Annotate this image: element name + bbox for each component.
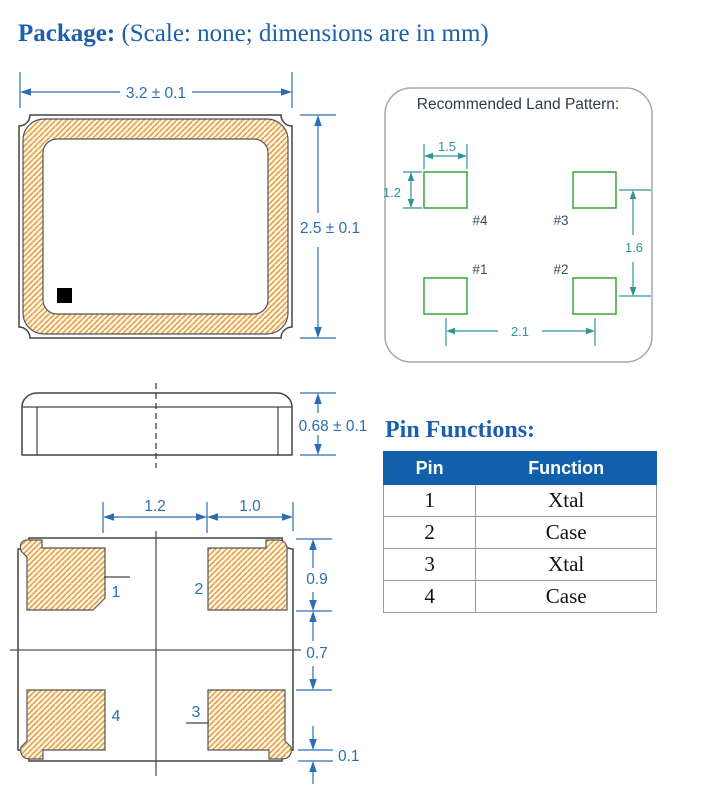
table-header-function: Function	[476, 452, 657, 485]
function-cell: Case	[476, 517, 657, 549]
pin-cell: 4	[384, 581, 476, 613]
top-view-height-dimension	[300, 115, 360, 338]
pin1-marker	[57, 288, 72, 303]
pin-functions-section	[383, 417, 659, 613]
table-row	[384, 549, 657, 581]
pin-4-label: 4	[111, 708, 121, 725]
land-pad-2-label: #2	[553, 262, 569, 277]
top-view-height-label: 2.5 ± 0.1	[299, 220, 361, 237]
side-view-body	[22, 393, 292, 455]
land-pad-1	[424, 278, 467, 314]
land-dim-row-pitch-label: 1.6	[624, 240, 644, 255]
top-view-width-dimension	[20, 72, 292, 108]
bottom-dim-bottom-margin: 0.1	[338, 748, 360, 765]
function-cell: Xtal	[476, 549, 657, 581]
bottom-view	[10, 498, 360, 784]
land-dim-col-pitch-label: 2.1	[510, 324, 530, 339]
top-view-width-label: 3.2 ± 0.1	[125, 85, 187, 102]
land-pad-1-label: #1	[472, 262, 488, 277]
side-view-thickness-dimension	[299, 393, 368, 455]
table-header-row	[384, 452, 657, 485]
pin-functions-title: Pin Functions:	[385, 417, 536, 443]
land-pad-3-label: #3	[553, 213, 569, 228]
table-row	[384, 517, 657, 549]
bottom-dim-pad-to-pad: 1.2	[144, 498, 166, 515]
bottom-view-top-dimensions	[103, 498, 293, 533]
function-cell: Xtal	[476, 485, 657, 517]
bottom-pad-2	[208, 540, 287, 610]
pin-1-label: 1	[111, 584, 121, 601]
bottom-dim-pad-to-edge: 1.0	[239, 498, 261, 515]
land-dim-pad-height-label: 1.2	[382, 185, 401, 200]
pin-cell: 3	[384, 549, 476, 581]
table-row	[384, 581, 657, 613]
bottom-pad-1	[20, 540, 105, 610]
pin-functions-table	[383, 451, 657, 613]
table-header-pin: Pin	[384, 452, 476, 485]
land-pad-4	[424, 172, 467, 208]
land-pad-2	[573, 278, 616, 314]
bottom-pad-3	[208, 690, 291, 759]
pin-3-label: 3	[191, 704, 201, 721]
bottom-dim-center-gap: 0.7	[306, 645, 328, 662]
land-pattern-title: Recommended Land Pattern:	[416, 96, 620, 113]
side-view	[22, 383, 367, 468]
land-dim-pad-width-label: 1.5	[437, 139, 457, 154]
side-view-thickness-label: 0.68 ± 0.1	[298, 418, 368, 435]
table-row	[384, 485, 657, 517]
land-pattern-box	[382, 88, 652, 362]
bottom-view-right-dimensions	[296, 539, 360, 784]
pin-2-label: 2	[194, 581, 204, 598]
land-pad-4-label: #4	[472, 213, 488, 228]
page-title-label: Package:	[18, 20, 116, 47]
function-cell: Case	[476, 581, 657, 613]
bottom-dim-pad-height: 0.9	[306, 571, 328, 588]
land-pattern	[383, 88, 652, 362]
bottom-pad-4	[21, 690, 105, 759]
land-pad-3	[573, 172, 616, 208]
top-view-body	[19, 115, 292, 338]
top-view	[19, 72, 360, 338]
page-title-subtitle: (Scale: none; dimensions are in mm)	[115, 20, 489, 47]
pin-cell: 2	[384, 517, 476, 549]
pin-cell: 1	[384, 485, 476, 517]
